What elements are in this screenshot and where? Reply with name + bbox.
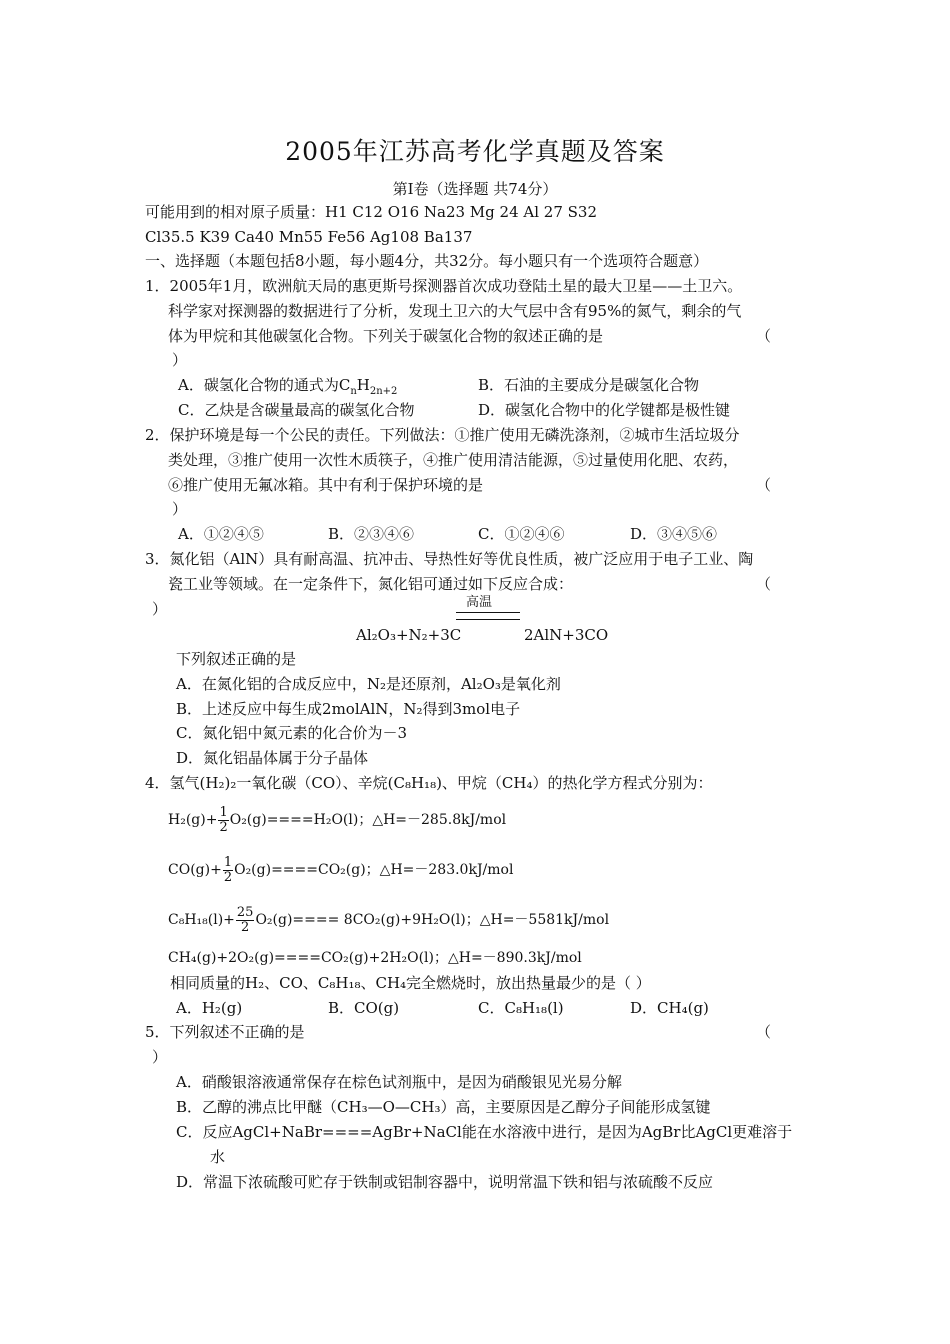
q3-reaction-arrow: [456, 612, 520, 620]
q4-eq3-rhs: O₂(g)==== 8CO₂(g)+9H₂O(l)；△H=－5581kJ/mol: [255, 912, 610, 928]
q2-option-a[interactable]: A．①②④⑤: [178, 525, 264, 543]
q3-option-a[interactable]: A．在氮化铝的合成反应中，N₂是还原剂，Al₂O₃是氧化剂: [176, 675, 561, 693]
q5-option-a[interactable]: A．硝酸银溶液通常保存在棕色试剂瓶中，是因为硝酸银见光易分解: [176, 1073, 622, 1091]
q1-option-c[interactable]: C．乙炔是含碳量最高的碳氢化合物: [178, 401, 415, 419]
q1-line-1: 1．2005年1月，欧洲航天局的惠更斯号探测器首次成功登陆土星的最大卫星——土卫六。: [145, 277, 743, 295]
q5-option-b[interactable]: B．乙醇的沸点比甲醚（CH₃—O—CH₃）高，主要原因是乙醇分子间能形成氢键: [176, 1098, 711, 1116]
q2-option-c[interactable]: C．①②④⑥: [478, 525, 565, 543]
q3-stem: 下列叙述正确的是: [176, 650, 297, 668]
q2-option-d[interactable]: D．③④⑤⑥: [630, 525, 718, 543]
q4-eq1-fraction: [218, 806, 228, 835]
q4-eq1-lhs: H₂(g)+: [168, 812, 218, 828]
q1-line-2: 科学家对探测器的数据进行了分析，发现土卫六的大气层中含有95%的氮气，剩余的气: [168, 302, 742, 320]
q4-equation-4: CH₄(g)+2O₂(g)====CO₂(g)+2H₂O(l)；△H=－890.3kJ/mol: [168, 950, 582, 966]
q1-option-a-sub-n: n: [350, 386, 357, 397]
q4-equation-3: [168, 902, 609, 938]
q1-option-a-sub-2n2: 2n+2: [369, 386, 398, 397]
atomic-masses-line-1: 可能用到的相对原子质量：H1 C12 O16 Na23 Mg 24 Al 27 S32: [145, 203, 598, 221]
q5-option-c-line-2: 水: [210, 1148, 226, 1166]
q4-eq2-denominator: 2: [223, 869, 233, 885]
q1-option-b[interactable]: B．石油的主要成分是碳氢化合物: [478, 376, 700, 394]
q2-line-2: 类处理，③推广使用一次性木质筷子，④推广使用清洁能源，⑤过量使用化肥、农药，: [168, 451, 739, 469]
q5-paren-close: ）: [152, 1048, 168, 1066]
q4-eq3-fraction: [236, 906, 255, 935]
q4-eq1-denominator: 2: [219, 819, 228, 835]
q3-line-1: 3．氮化铝（AlN）具有耐高温、抗冲击、导热性好等优良性质，被广泛应用于电子工业、陶: [145, 550, 754, 568]
q3-line-2: 瓷工业等领域。在一定条件下，氮化铝可通过如下反应合成：: [168, 575, 574, 593]
q4-equation-2: [168, 852, 513, 888]
q1-paren-close: ）: [172, 351, 188, 369]
q4-option-c[interactable]: C．C₈H₁₈(l): [478, 999, 564, 1017]
q4-eq1-rhs: O₂(g)====H₂O(l)；△H=－285.8kJ/mol: [229, 812, 507, 828]
q1-option-d[interactable]: D．碳氢化合物中的化学键都是极性键: [478, 401, 731, 419]
q2-line-1: 2．保护环境是每一个公民的责任。下列做法：①推广使用无磷洗涤剂，②城市生活垃圾分: [145, 426, 740, 444]
q4-eq2-rhs: O₂(g)====CO₂(g)；△H=－283.0kJ/mol: [234, 862, 514, 878]
q4-eq1-numerator: 1: [219, 804, 228, 820]
q1-paren-open: （: [756, 327, 772, 345]
q4-option-a[interactable]: A．H₂(g): [176, 999, 243, 1017]
atomic-masses-line-2: Cl35.5 K39 Ca40 Mn55 Fe56 Ag108 Ba137: [145, 228, 473, 246]
q2-option-b[interactable]: B．②③④⑥: [328, 525, 415, 543]
q4-option-b[interactable]: B．CO(g): [328, 999, 400, 1017]
q3-option-d[interactable]: D．氮化铝晶体属于分子晶体: [176, 749, 369, 767]
q5-paren-open: （: [756, 1023, 772, 1041]
q3-products: 2AlN+3CO: [524, 626, 609, 644]
page-title: 2005年江苏高考化学真题及答案: [285, 137, 665, 166]
q1-option-a-h: H: [356, 376, 370, 394]
q5-line-1: 5．下列叙述不正确的是: [145, 1023, 305, 1041]
q3-paren-close: ）: [152, 600, 168, 618]
q4-option-d[interactable]: D．CH₄(g): [630, 999, 709, 1017]
q4-eq3-numerator: 25: [236, 904, 254, 920]
q3-option-b[interactable]: B．上述反应中每生成2molAlN，N₂得到3mol电子: [176, 700, 521, 718]
section-subtitle: 第Ⅰ卷（选择题 共74分）: [392, 180, 558, 198]
q3-paren-open: （: [756, 575, 772, 593]
q2-paren-open: （: [756, 476, 772, 494]
q4-line-1: 4．氢气(H₂)₂一氧化碳（CO）、辛烷(C₈H₁₈)、甲烷（CH₄）的热化学方程式分别为：: [145, 774, 713, 792]
q1-line-3: 体为甲烷和其他碳氢化合物。下列关于碳氢化合物的叙述正确的是: [168, 327, 604, 345]
q1-option-a-text: A．碳氢化合物的通式为C: [178, 376, 351, 394]
q4-eq3-lhs: C₈H₁₈(l)+: [168, 912, 235, 928]
q5-option-d[interactable]: D．常温下浓硫酸可贮存于铁制或铝制容器中，说明常温下铁和铝与浓硫酸不反应: [176, 1173, 714, 1191]
q2-line-3: ⑥推广使用无氟冰箱。其中有利于保护环境的是: [168, 476, 484, 494]
q4-eq2-numerator: 1: [223, 854, 233, 870]
q4-stem: 相同质量的H₂、CO、C₈H₁₈、CH₄完全燃烧时，放出热量最少的是（ ）: [170, 974, 651, 992]
q4-eq2-fraction: [223, 856, 233, 885]
q4-eq2-lhs: CO(g)+: [168, 862, 222, 878]
q3-reaction-condition: 高温: [466, 595, 493, 610]
q3-option-c[interactable]: C．氮化铝中氮元素的化合价为－3: [176, 724, 408, 742]
q5-option-c-line-1[interactable]: C．反应AgCl+NaBr====AgBr+NaCl能在水溶液中进行，是因为AgBr比AgCl更难溶于: [176, 1123, 793, 1141]
q4-eq3-denominator: 2: [241, 919, 250, 935]
section-header: 一、选择题（本题包括8小题，每小题4分，共32分。每小题只有一个选项符合题意）: [145, 252, 709, 270]
q2-paren-close: ）: [172, 500, 188, 518]
q3-reactants: Al₂O₃+N₂+3C: [356, 626, 462, 644]
q4-equation-1: [168, 802, 506, 838]
